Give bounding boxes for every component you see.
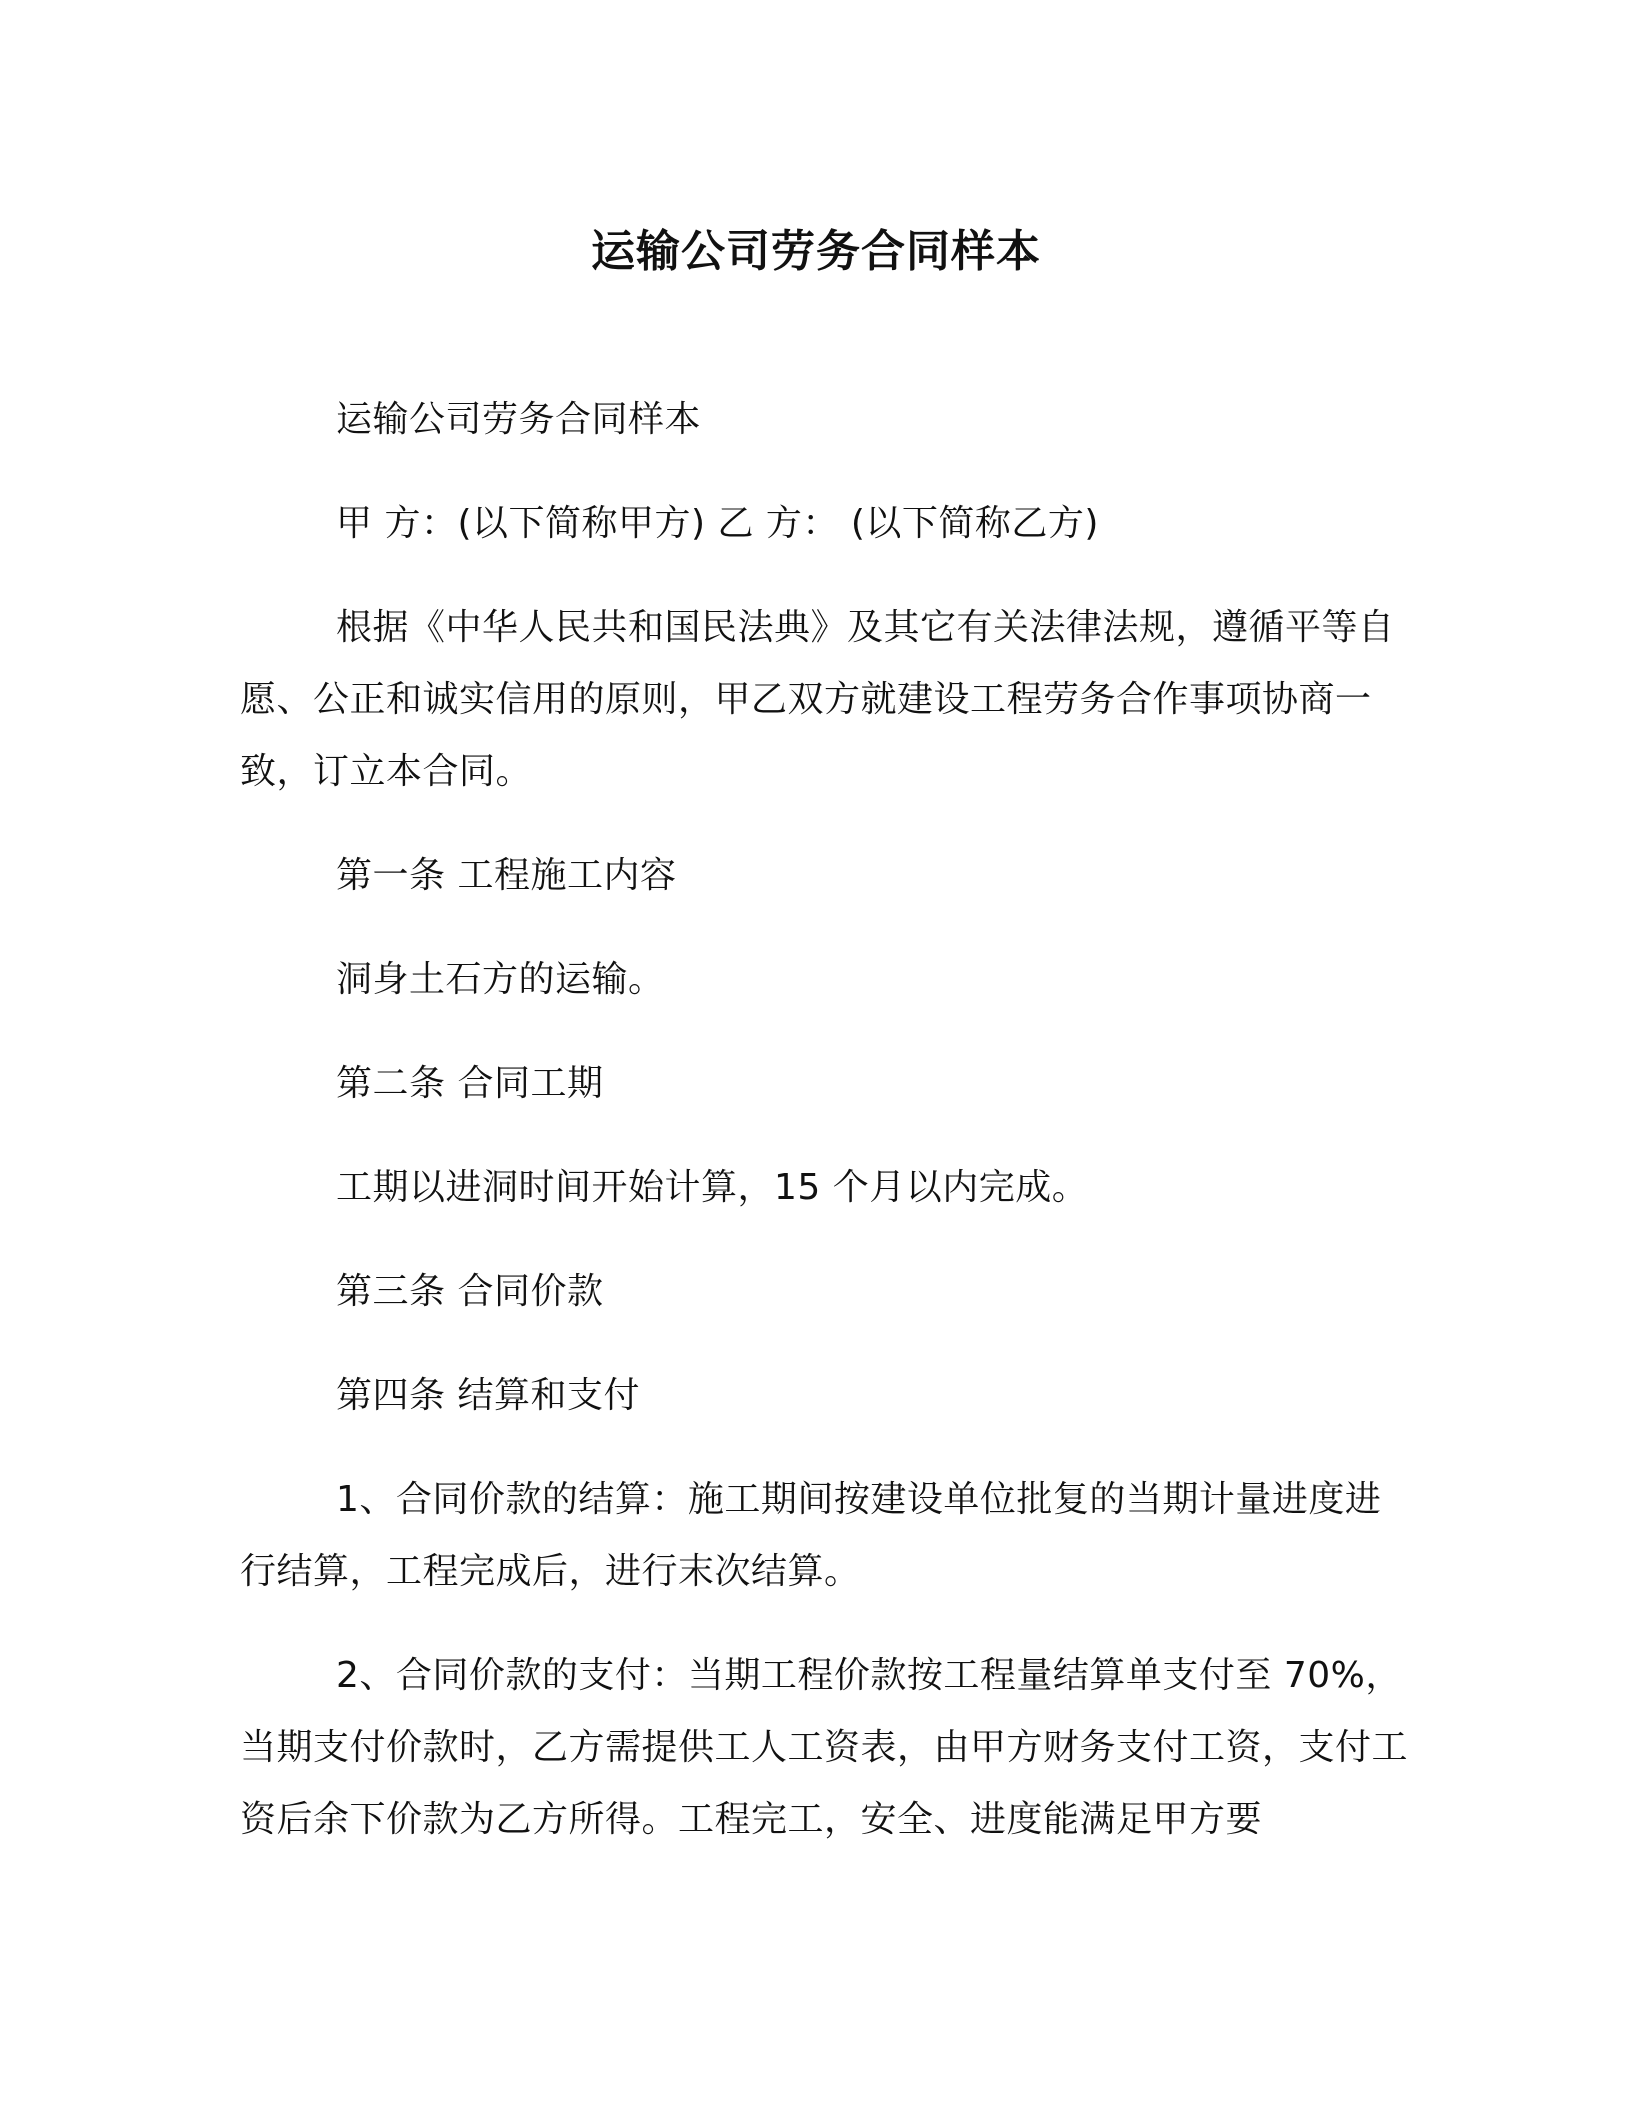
parties-paragraph: 甲 方：(以下简称甲方) 乙 方： (以下简称乙方) bbox=[336, 503, 1099, 544]
article-4-heading: 第四条 结算和支付 bbox=[336, 1375, 640, 1416]
settlement-clause: 1、合同价款的结算：施工期间按建设单位批复的当期计量进度进行结算，工程完成后，进行末次结算。 bbox=[240, 1479, 1382, 1592]
article-2-heading: 第二条 合同工期 bbox=[336, 1063, 604, 1104]
document-title: 运输公司劳务合同样本 bbox=[591, 226, 1041, 277]
document-body bbox=[240, 384, 1410, 1888]
subtitle-paragraph: 运输公司劳务合同样本 bbox=[336, 399, 702, 440]
article-1-content: 洞身土石方的运输。 bbox=[336, 959, 665, 1000]
payment-clause: 2、合同价款的支付：当期工程价款按工程量结算单支付至 70%，当期支付价款时，乙方需提供工人工资表，由甲方财务支付工资，支付工资后余下价款为乙方所得。工程完工，安全、进度能满足甲方要 bbox=[240, 1655, 1409, 1840]
article-3-heading: 第三条 合同价款 bbox=[336, 1271, 604, 1312]
preamble-paragraph: 根据《中华人民共和国民法典》及其它有关法律法规，遵循平等自愿、公正和诚实信用的原则，甲乙双方就建设工程劳务合作事项协商一致，订立本合同。 bbox=[240, 607, 1395, 792]
article-2-content: 工期以进洞时间开始计算，15 个月以内完成。 bbox=[336, 1167, 1089, 1208]
article-1-heading: 第一条 工程施工内容 bbox=[336, 855, 677, 896]
